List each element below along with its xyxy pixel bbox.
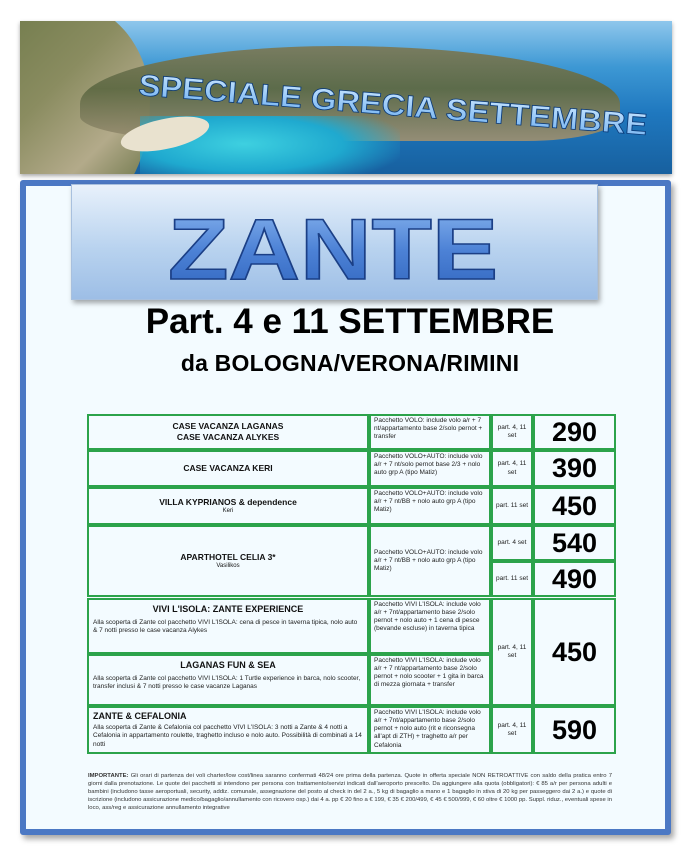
package-description: Pacchetto VIVI L'ISOLA: include volo a/r + 7 nt/appartamento base 2/solo pernot + nolo scooter + 1 gita in barca di mezza giornata + transfer — [369, 654, 491, 706]
offer-row-laganas — [87, 414, 369, 450]
departure-date: part. 4, 11 set — [491, 450, 533, 487]
price: 450 — [533, 598, 616, 706]
offer-row-zante-experience — [87, 598, 369, 654]
departure-airports: da BOLOGNA/VERONA/RIMINI — [180, 350, 520, 376]
experience-text: Alla scoperta di Zante col pacchetto VIVI L'ISOLA: 1 Turtle experience in barca, nolo scooter, transfer inclusi & 7 notti presso le case vacanze Laganas — [93, 674, 361, 691]
banner-image — [20, 21, 672, 174]
destination-title-svg — [71, 184, 596, 298]
price: 540 — [533, 525, 616, 561]
package-description: Pacchetto VOLO: include volo a/r + 7 nt/appartamento base 2/solo pernot + transfer — [369, 414, 491, 450]
price: 450 — [533, 487, 616, 525]
destination-title: ZANTE — [168, 202, 498, 298]
experience-title: ZANTE & CEFALONIA — [93, 711, 187, 721]
departure-date: part. 11 set — [491, 487, 533, 525]
departure-date: part. 4 set — [491, 525, 533, 561]
notes-label: IMPORTANTE: — [88, 773, 129, 779]
departure-date: part. 4, 11 set — [491, 414, 533, 450]
departure-date: part. 11 set — [491, 561, 533, 597]
hotel-name: CASE VACANZA KERI — [183, 463, 273, 474]
price: 290 — [533, 414, 616, 450]
hotel-name: CASE VACANZA ALYKES — [176, 432, 280, 442]
banner-title: SPECIALE GRECIA SETTEMBRE — [137, 69, 606, 139]
package-description: Pacchetto VIVI L'ISOLA: include volo a/r + 7nt/appartamento base 2/solo pernot + nolo auto (rit e riconsegna all'apt di ZTH) + traghetto a/r per Cefalonia — [369, 706, 491, 754]
price: 590 — [533, 706, 616, 754]
hotel-name: CASE VACANZA LAGANAS — [172, 421, 284, 432]
price: 490 — [533, 561, 616, 597]
offer-row-zante-cefalonia — [87, 706, 369, 754]
departure-date: part. 4, 11 set — [491, 598, 533, 706]
hotel-name: VILLA KYPRIANOS & dependence — [159, 496, 297, 507]
experience-text: Alla scoperta di Zante col pacchetto VIVI L'ISOLA: cena di pesce in taverna tipica, nolo auto & 7 notti presso le case vacanza Alykes — [93, 618, 358, 635]
package-description: Pacchetto VIVI L'ISOLA: include volo a/r + 7nt/appartamento base 2/solo pernot + nolo auto + 1 cena di pesce (bevande escluse) in taverna tipica — [369, 598, 491, 654]
departure-dates: Part. 4 e 11 SETTEMBRE — [145, 302, 555, 341]
notes-text: Gli orari di partenza dei voli charter/low cost/linea saranno confermati 48/24 ore prima della partenza. Quote in offerta speciale NON RETROATTIVE con saldo della pratica entro 7 giorni dalla prenotazione. Le quote dei pacchetti si intendono per persona con trattamento/servizi indicati dall'aeroporto prescelto. Da aggiungere alla quota (obbligatori): € 85 a/r per persona adulti e bambini (includono tasse aeroportuali, security, addiz. comunale, assegnazione del posto al check in del 2 a., 5 kg di bagaglio a mano e 1 bagaglio in stiva di 20 kg per passeggero dai 2 a.) e quote di iscrizione (includono assicurazione medico/bagaglio/annullamento con ricovero osp.) dai 4 a. pp € 20 fino a € 199, € 35 € 200/499, € 45 € 500/999, € 60 oltre € 1000 pp. Suppl. riduz., eventuali spese in loco, ass/reg e assicurazione annullamento integrative — [88, 773, 612, 811]
experience-text: Alla scoperta di Zante & Cefalonia col pacchetto VIVI L'ISOLA: 3 notti a Zante & 4 notti a Cefalonia in appartamento roulette, traghetto incluso e nolo auto. Possibilità di combinati a 14 notti — [93, 723, 362, 748]
hotel-location: Keri — [222, 507, 234, 514]
banner-title-svg — [20, 21, 672, 174]
terms-notes — [88, 773, 612, 813]
departure-date: part. 4, 11 set — [491, 706, 533, 754]
package-description: Pacchetto VOLO+AUTO: include volo a/r + 7 nt/solo pernot base 2/3 + nolo auto grp A (tipo Matiz) — [369, 450, 491, 487]
experience-title: LAGANAS FUN & SEA — [180, 660, 276, 670]
experience-title: VIVI L'ISOLA: ZANTE EXPERIENCE — [152, 604, 304, 614]
offer-row-kyprianos — [87, 487, 369, 525]
offer-row-keri — [87, 450, 369, 487]
offer-row-celia — [87, 525, 369, 597]
package-description: Pacchetto VOLO+AUTO: include volo a/r + 7 nt/BB + nolo auto grp A (tipo Matiz) — [369, 487, 491, 525]
price: 390 — [533, 450, 616, 487]
package-description: Pacchetto VOLO+AUTO: include volo a/r + 7 nt/BB + nolo auto grp A (tipo Matiz) — [369, 525, 491, 597]
hotel-name: APARTHOTEL CELIA 3* — [180, 551, 276, 562]
offer-row-laganas-fun-sea — [87, 654, 369, 706]
hotel-location: Vasilikos — [216, 562, 240, 569]
